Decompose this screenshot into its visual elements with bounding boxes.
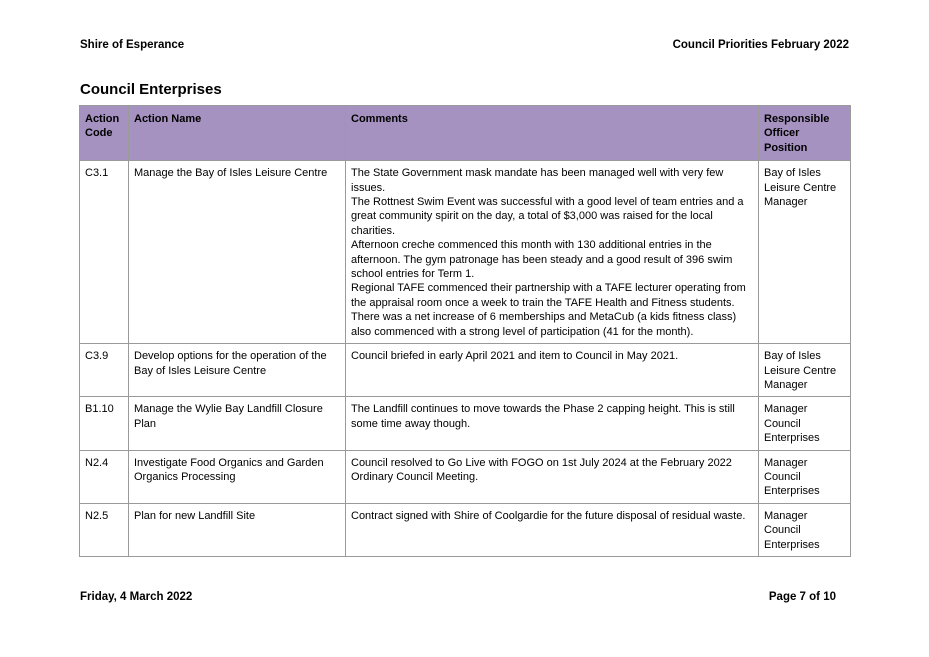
column-header-action-name: Action Name: [129, 106, 346, 161]
officer-cell: Bay of Isles Leisure Centre Manager: [759, 161, 851, 344]
comments-cell: [346, 397, 759, 450]
council-enterprises-table: [79, 105, 851, 557]
table-row: [80, 503, 851, 556]
comments-cell: [346, 450, 759, 503]
header-organisation: Shire of Esperance: [80, 39, 185, 51]
footer-date: Friday, 4 March 2022: [80, 591, 193, 603]
table-header-row: [80, 106, 851, 161]
action-code-cell: N2.5: [80, 503, 129, 556]
table-row: [80, 450, 851, 503]
action-code-cell: C3.9: [80, 344, 129, 397]
action-name-cell: Develop options for the operation of the Bay of Isles Leisure Centre: [129, 344, 346, 397]
comment-line: The State Government mask mandate has been managed well with very few issues.: [351, 167, 724, 194]
officer-cell: Bay of Isles Leisure Centre Manager: [759, 344, 851, 397]
comment-line: There was a net increase of 6 memberships and MetaCub (a kids fitness class) also commenced with a strong level of participation (41 for the month).: [351, 311, 737, 338]
comments-cell: [346, 344, 759, 397]
officer-cell: Manager Council Enterprises: [759, 450, 851, 503]
comment-line: Regional TAFE commenced their partnership with a TAFE lecturer operating from the appraisal room once a week to train the TAFE Health and Fitness students.: [351, 282, 746, 309]
comment-line: Contract signed with Shire of Coolgardie for the future disposal of residual waste.: [351, 509, 746, 522]
officer-cell: Manager Council Enterprises: [759, 503, 851, 556]
action-code-cell: C3.1: [80, 161, 129, 344]
table-row: [80, 344, 851, 397]
section-title: Council Enterprises: [80, 81, 222, 98]
action-name-cell: Manage the Wylie Bay Landfill Closure Plan: [129, 397, 346, 450]
comment-line: The Rottnest Swim Event was successful with a good level of team entries and a great community spirit on the day, a total of $3,000 was raised for the local charities.: [351, 196, 744, 237]
comment-line: Afternoon creche commenced this month with 130 additional entries in the afternoon. The gym patronage has been steady and a good result of 396 swim school entries for Term 1.: [351, 239, 733, 281]
action-code-cell: N2.4: [80, 450, 129, 503]
action-name-cell: Manage the Bay of Isles Leisure Centre: [129, 161, 346, 344]
column-header-responsible-officer: Responsible Officer Position: [759, 106, 851, 161]
action-name-cell: Investigate Food Organics and Garden Organics Processing: [129, 450, 346, 503]
column-header-action-code: Action Code: [80, 106, 129, 161]
comment-line: Council resolved to Go Live with FOGO on 1st July 2024 at the February 2022 Ordinary Council Meeting.: [351, 456, 732, 483]
comments-cell: [346, 503, 759, 556]
comment-line: The Landfill continues to move towards the Phase 2 capping height. This is still some time away though.: [351, 403, 735, 430]
table-row: [80, 397, 851, 450]
action-code-cell: B1.10: [80, 397, 129, 450]
action-name-cell: Plan for new Landfill Site: [129, 503, 346, 556]
table-row: [80, 161, 851, 344]
footer-page-number: Page 7 of 10: [768, 591, 836, 603]
officer-cell: Manager Council Enterprises: [759, 397, 851, 450]
column-header-comments: Comments: [346, 106, 759, 161]
comments-cell: [346, 161, 759, 344]
comment-line: Council briefed in early April 2021 and item to Council in May 2021.: [351, 350, 679, 363]
header-document-title: Council Priorities February 2022: [672, 39, 849, 51]
